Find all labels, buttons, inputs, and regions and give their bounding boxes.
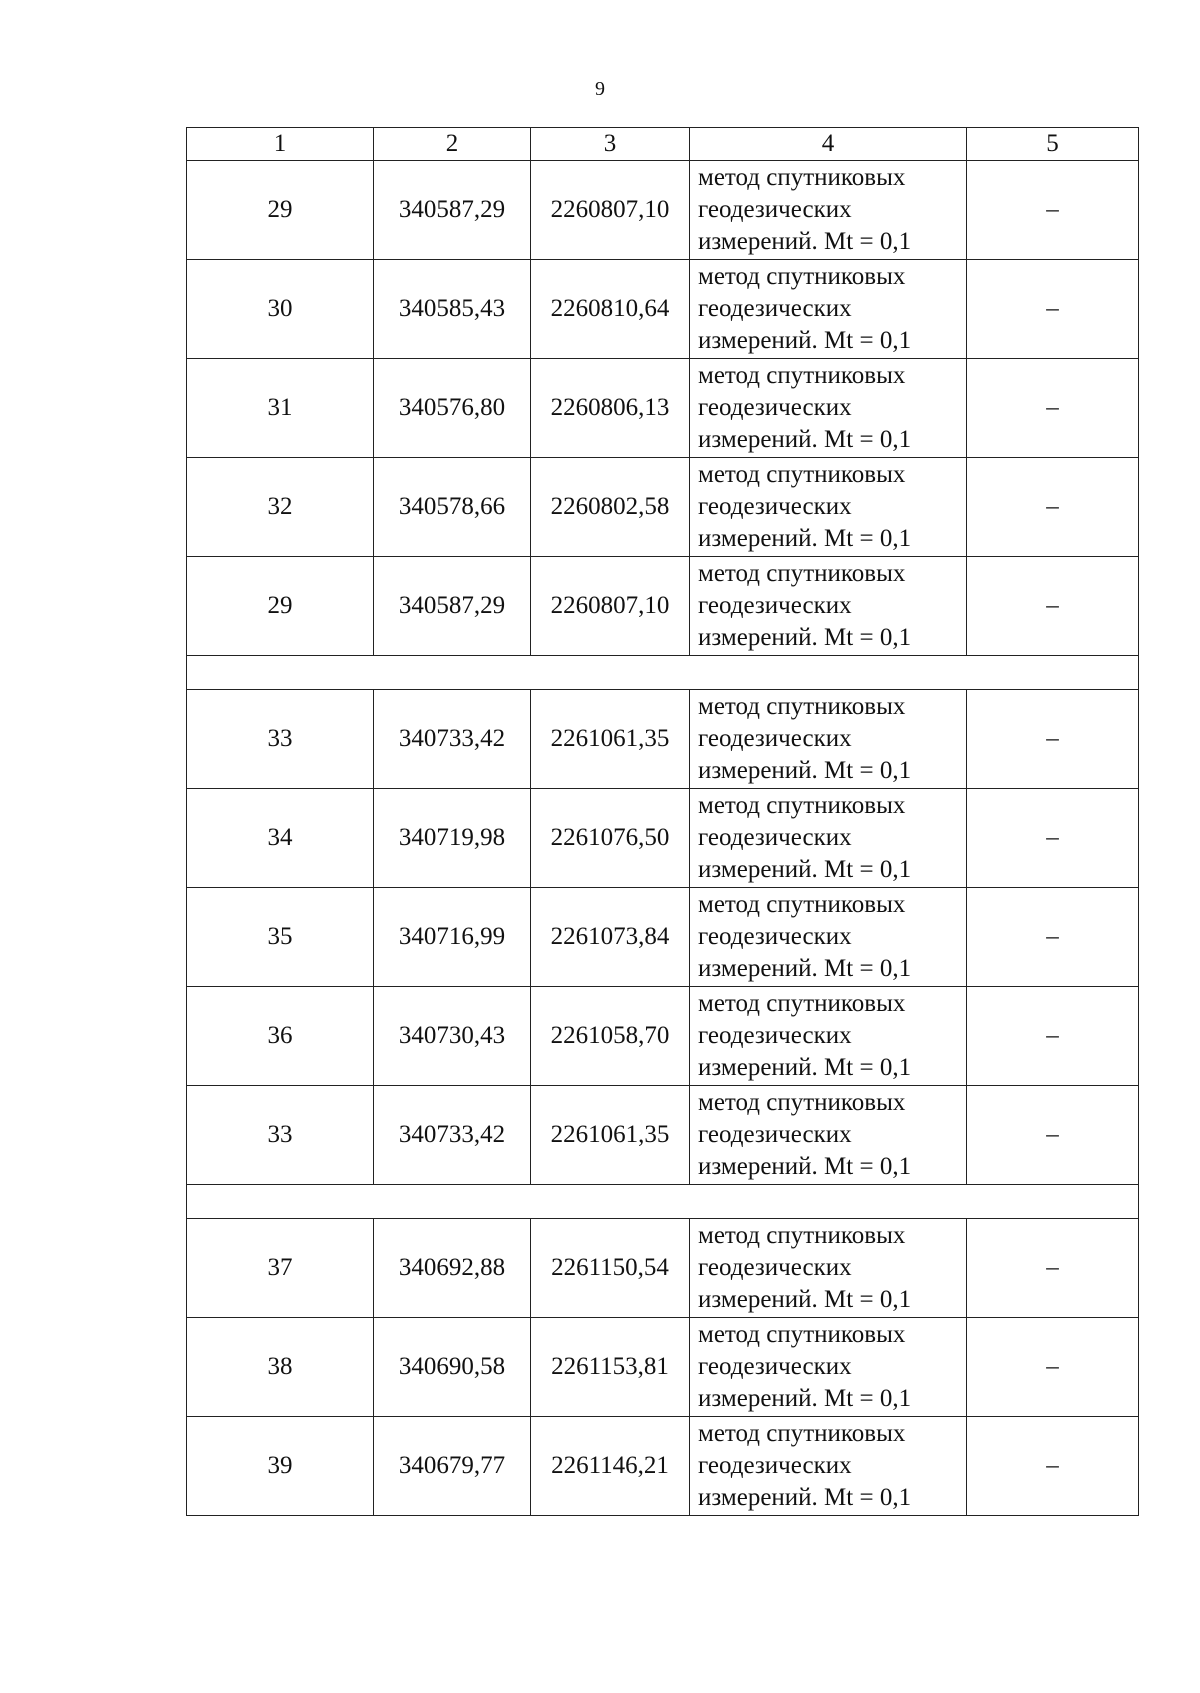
method-cell xyxy=(690,359,967,458)
method-cell xyxy=(690,888,967,987)
note-cell: – xyxy=(967,789,1139,888)
method-cell xyxy=(690,1219,967,1318)
method-text-line: измерений. Mt = 0,1 xyxy=(698,327,912,354)
note-cell: – xyxy=(967,161,1139,260)
method-text-line: метод спутниковых xyxy=(698,1321,906,1348)
x-coordinate-cell: 340730,43 xyxy=(374,987,531,1086)
table-body xyxy=(187,161,1139,1516)
method-text-line: измерений. Mt = 0,1 xyxy=(698,1286,912,1313)
y-coordinate-cell: 2261076,50 xyxy=(531,789,690,888)
method-text-line: метод спутниковых xyxy=(698,1222,906,1249)
method-cell xyxy=(690,1417,967,1516)
x-coordinate-cell: 340578,66 xyxy=(374,458,531,557)
header-cell-1: 1 xyxy=(187,128,374,161)
table-row xyxy=(187,690,1139,789)
header-cell-5: 5 xyxy=(967,128,1139,161)
method-cell xyxy=(690,260,967,359)
y-coordinate-cell: 2261146,21 xyxy=(531,1417,690,1516)
y-coordinate-cell: 2261150,54 xyxy=(531,1219,690,1318)
table-row xyxy=(187,458,1139,557)
note-cell: – xyxy=(967,557,1139,656)
method-text-line: геодезических xyxy=(698,592,852,619)
method-cell xyxy=(690,161,967,260)
x-coordinate-cell: 340585,43 xyxy=(374,260,531,359)
note-cell: – xyxy=(967,260,1139,359)
point-number-cell: 34 xyxy=(187,789,374,888)
method-text-line: метод спутниковых xyxy=(698,560,906,587)
method-text-line: измерений. Mt = 0,1 xyxy=(698,1385,912,1412)
method-text-line: метод спутниковых xyxy=(698,263,906,290)
point-number-cell: 35 xyxy=(187,888,374,987)
method-cell xyxy=(690,1318,967,1417)
point-number-cell: 37 xyxy=(187,1219,374,1318)
method-text-line: измерений. Mt = 0,1 xyxy=(698,228,912,255)
coordinates-table-container xyxy=(186,127,1138,1516)
y-coordinate-cell: 2260810,64 xyxy=(531,260,690,359)
coordinates-table xyxy=(186,127,1139,1516)
method-text-line: геодезических xyxy=(698,1353,852,1380)
table-row xyxy=(187,1086,1139,1185)
table-row xyxy=(187,1417,1139,1516)
x-coordinate-cell: 340733,42 xyxy=(374,1086,531,1185)
header-cell-2: 2 xyxy=(374,128,531,161)
method-text-line: измерений. Mt = 0,1 xyxy=(698,1153,912,1180)
y-coordinate-cell: 2261058,70 xyxy=(531,987,690,1086)
note-cell: – xyxy=(967,888,1139,987)
table-row xyxy=(187,260,1139,359)
note-cell: – xyxy=(967,458,1139,557)
method-text-line: метод спутниковых xyxy=(698,1420,906,1447)
note-cell: – xyxy=(967,987,1139,1086)
method-cell xyxy=(690,1086,967,1185)
table-row xyxy=(187,359,1139,458)
method-text-line: метод спутниковых xyxy=(698,990,906,1017)
point-number-cell: 30 xyxy=(187,260,374,359)
method-text-line: измерений. Mt = 0,1 xyxy=(698,1054,912,1081)
y-coordinate-cell: 2260807,10 xyxy=(531,557,690,656)
x-coordinate-cell: 340719,98 xyxy=(374,789,531,888)
point-number-cell: 39 xyxy=(187,1417,374,1516)
header-row xyxy=(187,128,1139,161)
note-cell: – xyxy=(967,1318,1139,1417)
note-cell: – xyxy=(967,359,1139,458)
header-cell-4: 4 xyxy=(690,128,967,161)
y-coordinate-cell: 2260807,10 xyxy=(531,161,690,260)
table-row xyxy=(187,888,1139,987)
x-coordinate-cell: 340716,99 xyxy=(374,888,531,987)
table-row xyxy=(187,789,1139,888)
method-text-line: измерений. Mt = 0,1 xyxy=(698,525,912,552)
method-text-line: метод спутниковых xyxy=(698,891,906,918)
table-row xyxy=(187,161,1139,260)
note-cell: – xyxy=(967,690,1139,789)
x-coordinate-cell: 340733,42 xyxy=(374,690,531,789)
point-number-cell: 33 xyxy=(187,690,374,789)
method-text-line: геодезических xyxy=(698,196,852,223)
method-text-line: геодезических xyxy=(698,295,852,322)
table-row xyxy=(187,1318,1139,1417)
method-cell xyxy=(690,690,967,789)
header-cell-3: 3 xyxy=(531,128,690,161)
method-text-line: геодезических xyxy=(698,824,852,851)
y-coordinate-cell: 2260806,13 xyxy=(531,359,690,458)
table-row xyxy=(187,1219,1139,1318)
method-text-line: метод спутниковых xyxy=(698,1089,906,1116)
method-text-line: метод спутниковых xyxy=(698,164,906,191)
method-text-line: измерений. Mt = 0,1 xyxy=(698,426,912,453)
method-text-line: измерений. Mt = 0,1 xyxy=(698,624,912,651)
point-number-cell: 29 xyxy=(187,161,374,260)
table-row xyxy=(187,987,1139,1086)
method-text-line: геодезических xyxy=(698,1254,852,1281)
method-text-line: измерений. Mt = 0,1 xyxy=(698,757,912,784)
y-coordinate-cell: 2261061,35 xyxy=(531,690,690,789)
note-cell: – xyxy=(967,1086,1139,1185)
x-coordinate-cell: 340679,77 xyxy=(374,1417,531,1516)
group-separator-cell xyxy=(187,1185,1139,1219)
method-cell xyxy=(690,557,967,656)
table-row xyxy=(187,557,1139,656)
x-coordinate-cell: 340692,88 xyxy=(374,1219,531,1318)
method-cell xyxy=(690,987,967,1086)
method-text-line: метод спутниковых xyxy=(698,792,906,819)
method-text-line: метод спутниковых xyxy=(698,362,906,389)
page-number: 9 xyxy=(595,78,605,100)
x-coordinate-cell: 340576,80 xyxy=(374,359,531,458)
method-text-line: геодезических xyxy=(698,1022,852,1049)
method-cell xyxy=(690,789,967,888)
group-separator-row xyxy=(187,1185,1139,1219)
point-number-cell: 29 xyxy=(187,557,374,656)
point-number-cell: 33 xyxy=(187,1086,374,1185)
method-text-line: геодезических xyxy=(698,923,852,950)
point-number-cell: 31 xyxy=(187,359,374,458)
method-text-line: геодезических xyxy=(698,1452,852,1479)
y-coordinate-cell: 2261061,35 xyxy=(531,1086,690,1185)
method-text-line: измерений. Mt = 0,1 xyxy=(698,955,912,982)
method-text-line: геодезических xyxy=(698,394,852,421)
note-cell: – xyxy=(967,1417,1139,1516)
group-separator-cell xyxy=(187,656,1139,690)
x-coordinate-cell: 340587,29 xyxy=(374,557,531,656)
y-coordinate-cell: 2261073,84 xyxy=(531,888,690,987)
method-text-line: геодезических xyxy=(698,1121,852,1148)
x-coordinate-cell: 340587,29 xyxy=(374,161,531,260)
method-cell xyxy=(690,458,967,557)
point-number-cell: 36 xyxy=(187,987,374,1086)
method-text-line: измерений. Mt = 0,1 xyxy=(698,856,912,883)
method-text-line: измерений. Mt = 0,1 xyxy=(698,1484,912,1511)
group-separator-row xyxy=(187,656,1139,690)
point-number-cell: 38 xyxy=(187,1318,374,1417)
method-text-line: геодезических xyxy=(698,493,852,520)
y-coordinate-cell: 2261153,81 xyxy=(531,1318,690,1417)
point-number-cell: 32 xyxy=(187,458,374,557)
x-coordinate-cell: 340690,58 xyxy=(374,1318,531,1417)
y-coordinate-cell: 2260802,58 xyxy=(531,458,690,557)
note-cell: – xyxy=(967,1219,1139,1318)
method-text-line: геодезических xyxy=(698,725,852,752)
method-text-line: метод спутниковых xyxy=(698,693,906,720)
method-text-line: метод спутниковых xyxy=(698,461,906,488)
